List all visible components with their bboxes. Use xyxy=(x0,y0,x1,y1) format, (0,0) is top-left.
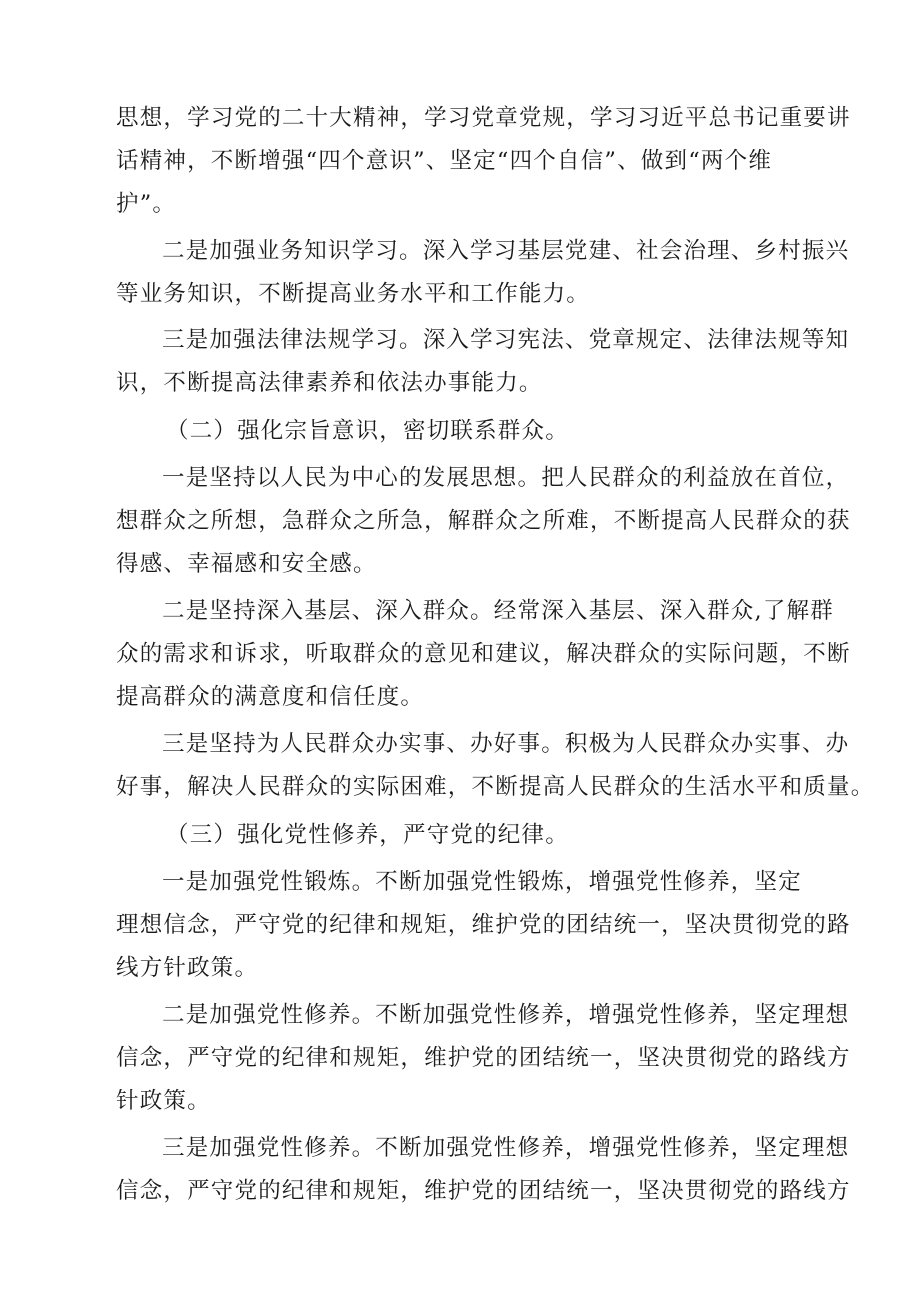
text-line: 信念，严守党的纪律和规矩，维护党的团结统一，坚决贯彻党的路线方 xyxy=(116,1045,851,1071)
section-heading: （三）强化党性修养，严守党的纪律。 xyxy=(166,822,569,848)
text-line: 识，不断提高法律素养和依法办事能力。 xyxy=(116,370,543,396)
text-line: 想群众之所想，急群众之所急，解群众之所难，不断提高人民群众的获 xyxy=(116,508,851,534)
text-line: 三是加强党性修养。不断加强党性修养，增强党性修养，坚定理想 xyxy=(162,1135,850,1161)
text-line: 二是坚持深入基层、深入群众。经常深入基层、深入群众,了解群 xyxy=(162,598,834,624)
text-line: 二是加强业务知识学习。深入学习基层党建、社会治理、乡村振兴 xyxy=(162,238,850,264)
text-line: 提高群众的满意度和信任度。 xyxy=(116,684,425,710)
text-line: 得感、幸福感和安全感。 xyxy=(116,551,377,577)
text-line: 众的需求和诉求，听取群众的意见和建议，解决群众的实际问题，不断 xyxy=(116,641,851,667)
section-heading: （二）强化宗旨意识，密切联系群众。 xyxy=(166,418,569,444)
text-line: 思想，学习党的二十大精神，学习党章党规，学习习近平总书记重要讲 xyxy=(116,105,851,131)
text-line: 一是坚持以人民为中心的发展思想。把人民群众的利益放在首位， xyxy=(162,465,850,491)
text-line: 信念，严守党的纪律和规矩，维护党的团结统一，坚决贯彻党的路线方 xyxy=(116,1178,851,1204)
text-line: 二是加强党性修养。不断加强党性修养，增强党性修养，坚定理想 xyxy=(162,1002,850,1028)
text-line: 针政策。 xyxy=(116,1088,211,1114)
text-line: 一是加强党性锻炼。不断加强党性锻炼，增强党性修养，坚定 xyxy=(162,869,802,895)
text-line: 等业务知识，不断提高业务水平和工作能力。 xyxy=(116,281,591,307)
text-line: 理想信念，严守党的纪律和规矩，维护党的团结统一，坚决贯彻党的路 xyxy=(116,912,851,938)
text-line: 好事，解决人民群众的实际困难，不断提高人民群众的生活水平和质量。 xyxy=(116,774,875,800)
text-line: 护”。 xyxy=(116,191,177,217)
text-line: 话精神，不断增强“四个意识”、坚定“四个自信”、做到“两个维 xyxy=(116,148,773,174)
text-line: 三是加强法律法规学习。深入学习宪法、党章规定、法律法规等知 xyxy=(162,327,850,353)
text-line: 线方针政策。 xyxy=(116,955,259,981)
text-line: 三是坚持为人民群众办实事、办好事。积极为人民群众办实事、办 xyxy=(162,731,850,757)
